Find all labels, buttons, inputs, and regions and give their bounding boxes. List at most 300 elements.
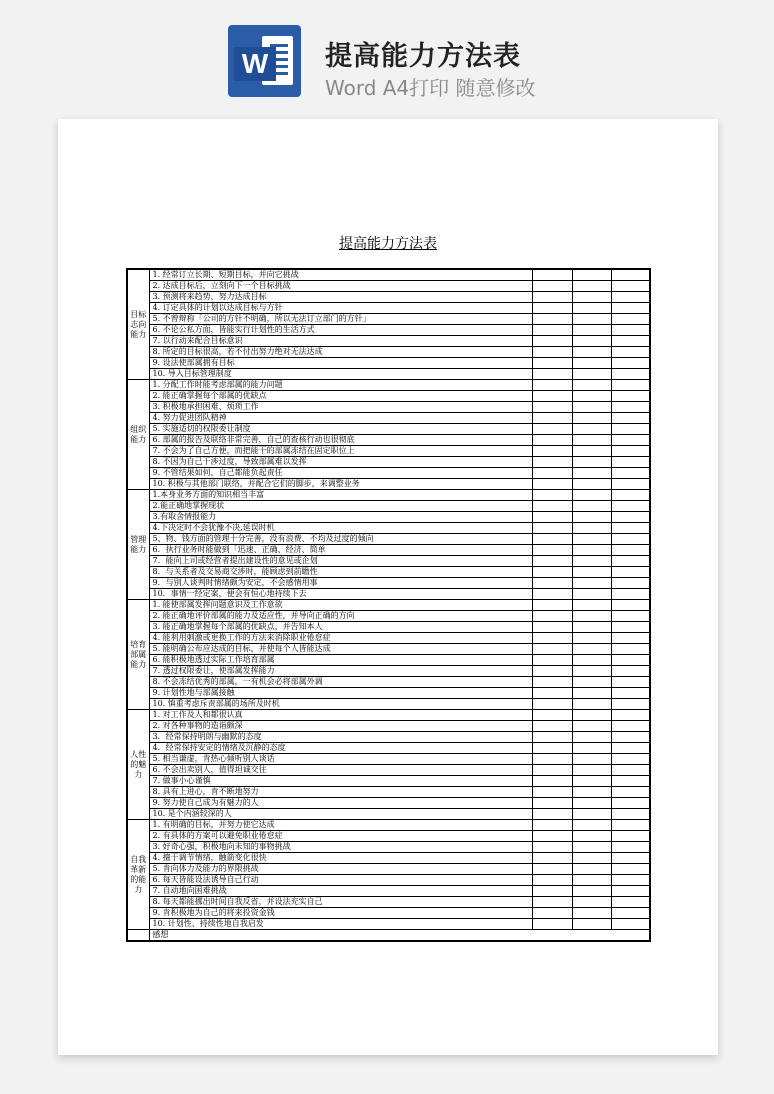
rating-cell[interactable] bbox=[532, 897, 572, 908]
rating-cell[interactable] bbox=[532, 468, 572, 479]
rating-cell[interactable] bbox=[532, 556, 572, 567]
rating-cell[interactable] bbox=[572, 479, 611, 490]
rating-cell[interactable] bbox=[572, 622, 611, 633]
item-text: 4. 能利用刺激或更换工作的方法来消除职业倦怠症 bbox=[149, 633, 532, 644]
table-row bbox=[127, 402, 650, 413]
rating-cell[interactable] bbox=[611, 677, 650, 688]
rating-cell[interactable] bbox=[532, 853, 572, 864]
rating-cell[interactable] bbox=[572, 754, 611, 765]
rating-cell[interactable] bbox=[532, 303, 572, 314]
rating-cell[interactable] bbox=[611, 534, 650, 545]
rating-cell[interactable] bbox=[611, 765, 650, 776]
rating-cell[interactable] bbox=[611, 347, 650, 358]
rating-cell[interactable] bbox=[611, 391, 650, 402]
rating-cell[interactable] bbox=[532, 765, 572, 776]
rating-cell[interactable] bbox=[572, 336, 611, 347]
rating-cell[interactable] bbox=[572, 864, 611, 875]
rating-cell[interactable] bbox=[572, 765, 611, 776]
table-row bbox=[127, 534, 650, 545]
rating-cell[interactable] bbox=[532, 787, 572, 798]
table-row bbox=[127, 710, 650, 721]
item-text: 10. 慎重考虑斥责部属的场所及时机 bbox=[149, 699, 532, 710]
rating-cell[interactable] bbox=[611, 908, 650, 919]
table-row bbox=[127, 864, 650, 875]
rating-cell[interactable] bbox=[611, 413, 650, 424]
rating-cell[interactable] bbox=[572, 435, 611, 446]
item-text: 5. 不曾辩称「公司的方针不明确，所以无法订立部门的方针」 bbox=[149, 314, 532, 325]
rating-cell[interactable] bbox=[532, 325, 572, 336]
item-text: 2.能正确地掌握现状 bbox=[149, 501, 532, 512]
rating-cell[interactable] bbox=[572, 666, 611, 677]
item-text: 3. 积极地承担困难、烦琐工作 bbox=[149, 402, 532, 413]
rating-cell[interactable] bbox=[572, 908, 611, 919]
rating-cell[interactable] bbox=[532, 424, 572, 435]
rating-cell[interactable] bbox=[572, 380, 611, 391]
table-row bbox=[127, 303, 650, 314]
category-label: 目标志向能力 bbox=[127, 269, 149, 380]
rating-cell[interactable] bbox=[532, 809, 572, 820]
table-row bbox=[127, 666, 650, 677]
rating-cell[interactable] bbox=[532, 842, 572, 853]
rating-cell[interactable] bbox=[532, 721, 572, 732]
rating-cell[interactable] bbox=[611, 644, 650, 655]
rating-cell[interactable] bbox=[611, 490, 650, 501]
rating-cell[interactable] bbox=[611, 633, 650, 644]
rating-cell[interactable] bbox=[532, 435, 572, 446]
item-text: 9. 努力使自己成为有魅力的人 bbox=[149, 798, 532, 809]
word-app-icon bbox=[228, 25, 301, 97]
item-text: 4.下决定时不会犹豫不决,延误时机 bbox=[149, 523, 532, 534]
table-row bbox=[127, 501, 650, 512]
rating-cell[interactable] bbox=[611, 512, 650, 523]
table-row bbox=[127, 292, 650, 303]
checklist-body bbox=[127, 269, 650, 941]
rating-cell[interactable] bbox=[572, 798, 611, 809]
rating-cell[interactable] bbox=[611, 732, 650, 743]
rating-cell[interactable] bbox=[572, 831, 611, 842]
rating-cell[interactable] bbox=[572, 699, 611, 710]
rating-cell[interactable] bbox=[611, 358, 650, 369]
rating-cell[interactable] bbox=[572, 743, 611, 754]
rating-cell[interactable] bbox=[532, 699, 572, 710]
rating-cell[interactable] bbox=[572, 281, 611, 292]
rating-cell[interactable] bbox=[611, 809, 650, 820]
rating-cell[interactable] bbox=[572, 567, 611, 578]
table-row bbox=[127, 776, 650, 787]
rating-cell[interactable] bbox=[611, 886, 650, 897]
rating-cell[interactable] bbox=[611, 380, 650, 391]
page-header bbox=[0, 0, 774, 118]
rating-cell[interactable] bbox=[532, 567, 572, 578]
rating-cell[interactable] bbox=[532, 633, 572, 644]
table-row bbox=[127, 754, 650, 765]
rating-cell[interactable] bbox=[611, 611, 650, 622]
rating-cell[interactable] bbox=[532, 831, 572, 842]
table-row bbox=[127, 446, 650, 457]
item-text: 7. 透过权限委让，使部属发挥能力 bbox=[149, 666, 532, 677]
table-row bbox=[127, 589, 650, 600]
table-row bbox=[127, 677, 650, 688]
rating-cell[interactable] bbox=[532, 908, 572, 919]
table-row bbox=[127, 578, 650, 589]
table-row bbox=[127, 369, 650, 380]
word-letter-icon: W bbox=[234, 47, 276, 81]
rating-cell[interactable] bbox=[532, 457, 572, 468]
item-text: 2. 能正确掌握每个部属的优缺点 bbox=[149, 391, 532, 402]
rating-cell[interactable] bbox=[572, 303, 611, 314]
rating-cell[interactable] bbox=[611, 589, 650, 600]
rating-cell[interactable] bbox=[572, 292, 611, 303]
footer-blank-cell bbox=[127, 930, 149, 942]
table-row bbox=[127, 424, 650, 435]
rating-cell[interactable] bbox=[611, 446, 650, 457]
item-text: 5、物、钱方面的管理十分完善，没有浪费、不均及过度的倾向 bbox=[149, 534, 532, 545]
rating-cell[interactable] bbox=[532, 886, 572, 897]
item-text: 6．执行业务时能做到「迅速、正确、经济、简单 bbox=[149, 545, 532, 556]
table-row bbox=[127, 633, 650, 644]
table-row bbox=[127, 468, 650, 479]
table-row bbox=[127, 380, 650, 391]
rating-cell[interactable] bbox=[532, 732, 572, 743]
table-row bbox=[127, 281, 650, 292]
table-row bbox=[127, 600, 650, 611]
rating-cell[interactable] bbox=[532, 336, 572, 347]
rating-cell[interactable] bbox=[611, 281, 650, 292]
rating-cell[interactable] bbox=[532, 677, 572, 688]
rating-cell[interactable] bbox=[532, 743, 572, 754]
item-text: 8. 每天都能挪出时间自我反省，并设法充实自己 bbox=[149, 897, 532, 908]
rating-cell[interactable] bbox=[572, 820, 611, 831]
rating-cell[interactable] bbox=[532, 490, 572, 501]
rating-cell[interactable] bbox=[611, 402, 650, 413]
item-text: 6. 每天皆能设法诱导自己行动 bbox=[149, 875, 532, 886]
item-text: 10. 计划性、持续性地自我启发 bbox=[149, 919, 532, 930]
item-text: 6. 部属的报告及联络非常完善，自己的查核行动也很彻底 bbox=[149, 435, 532, 446]
item-text: 10．事情一经定案，便会有恒心地持续下去 bbox=[149, 589, 532, 600]
rating-cell[interactable] bbox=[611, 743, 650, 754]
document-page bbox=[58, 119, 718, 1055]
item-text: 3．经常保持明朗与幽默的态度 bbox=[149, 732, 532, 743]
rating-cell[interactable] bbox=[611, 501, 650, 512]
item-text: 7. 以行动来配合目标意识 bbox=[149, 336, 532, 347]
rating-cell[interactable] bbox=[532, 281, 572, 292]
footer-row bbox=[127, 930, 650, 942]
item-text: 3.有取舍情报能力 bbox=[149, 512, 532, 523]
rating-cell[interactable] bbox=[572, 457, 611, 468]
rating-cell[interactable] bbox=[611, 468, 650, 479]
rating-cell[interactable] bbox=[532, 545, 572, 556]
rating-cell[interactable] bbox=[611, 424, 650, 435]
rating-cell[interactable] bbox=[532, 391, 572, 402]
rating-cell[interactable] bbox=[611, 556, 650, 567]
rating-cell[interactable] bbox=[611, 853, 650, 864]
rating-cell[interactable] bbox=[611, 457, 650, 468]
rating-cell[interactable] bbox=[611, 897, 650, 908]
rating-cell[interactable] bbox=[572, 886, 611, 897]
item-text: 5. 能明确公布应达成的目标，并使每个人皆能达成 bbox=[149, 644, 532, 655]
rating-cell[interactable] bbox=[532, 269, 572, 281]
table-row bbox=[127, 325, 650, 336]
item-text: 9. 肯积极地为自己的将来投资金钱 bbox=[149, 908, 532, 919]
rating-cell[interactable] bbox=[572, 732, 611, 743]
rating-cell[interactable] bbox=[572, 688, 611, 699]
rating-cell[interactable] bbox=[611, 699, 650, 710]
rating-cell[interactable] bbox=[611, 820, 650, 831]
rating-cell[interactable] bbox=[532, 402, 572, 413]
table-row bbox=[127, 611, 650, 622]
rating-cell[interactable] bbox=[572, 358, 611, 369]
category-label: 人性的魅力 bbox=[127, 710, 149, 820]
item-text: 4. 努力促进团队精神 bbox=[149, 413, 532, 424]
category-label: 培育部属能力 bbox=[127, 600, 149, 710]
item-text: 3. 好奇心强，积极地向未知的事物挑战 bbox=[149, 842, 532, 853]
table-row bbox=[127, 269, 650, 281]
rating-cell[interactable] bbox=[532, 688, 572, 699]
table-row bbox=[127, 490, 650, 501]
rating-cell[interactable] bbox=[532, 369, 572, 380]
rating-cell[interactable] bbox=[611, 864, 650, 875]
rating-cell[interactable] bbox=[572, 391, 611, 402]
rating-cell[interactable] bbox=[572, 369, 611, 380]
rating-cell[interactable] bbox=[532, 534, 572, 545]
rating-cell[interactable] bbox=[532, 446, 572, 457]
rating-cell[interactable] bbox=[572, 314, 611, 325]
rating-cell[interactable] bbox=[572, 655, 611, 666]
item-text: 5. 相当谦虚，肯热心倾听别人谈话 bbox=[149, 754, 532, 765]
item-text: 8. 不会冻结优秀的部属，一有机会必将部属外调 bbox=[149, 677, 532, 688]
rating-cell[interactable] bbox=[611, 688, 650, 699]
item-text: 1. 分配工作时能考虑部属的能力问题 bbox=[149, 380, 532, 391]
item-text: 6. 能积极地透过实际工作培育部属 bbox=[149, 655, 532, 666]
rating-cell[interactable] bbox=[532, 347, 572, 358]
item-text: 8．与关系者及交易商交涉时，能顾虑到前瞻性 bbox=[149, 567, 532, 578]
table-row bbox=[127, 798, 650, 809]
table-row bbox=[127, 699, 650, 710]
rating-cell[interactable] bbox=[572, 875, 611, 886]
rating-cell[interactable] bbox=[611, 303, 650, 314]
rating-cell[interactable] bbox=[532, 875, 572, 886]
table-row bbox=[127, 897, 650, 908]
rating-cell[interactable] bbox=[572, 721, 611, 732]
item-text: 6. 不论公私方面，皆能实行计划性的生活方式 bbox=[149, 325, 532, 336]
rating-cell[interactable] bbox=[532, 776, 572, 787]
rating-cell[interactable] bbox=[532, 512, 572, 523]
rating-cell[interactable] bbox=[611, 666, 650, 677]
item-text: 7. 做事小心谨慎 bbox=[149, 776, 532, 787]
item-text: 10. 导入目标管理制度 bbox=[149, 369, 532, 380]
table-row bbox=[127, 336, 650, 347]
header-subtitle: Word A4打印 随意修改 bbox=[325, 76, 536, 100]
table-row bbox=[127, 787, 650, 798]
rating-cell[interactable] bbox=[611, 336, 650, 347]
rating-cell[interactable] bbox=[532, 578, 572, 589]
rating-cell[interactable] bbox=[572, 809, 611, 820]
item-text: 3. 预测将来趋势，努力达成目标 bbox=[149, 292, 532, 303]
item-text: 1. 有明确的目标，并努力使它达成 bbox=[149, 820, 532, 831]
item-text: 1.本身业务方面的知识相当丰富 bbox=[149, 490, 532, 501]
rating-cell[interactable] bbox=[572, 413, 611, 424]
rating-cell[interactable] bbox=[532, 292, 572, 303]
rating-cell[interactable] bbox=[532, 358, 572, 369]
item-text: 7. 不会为了自己方便，而把能干的部属冻结在固定职位上 bbox=[149, 446, 532, 457]
rating-cell[interactable] bbox=[532, 798, 572, 809]
comments-label[interactable]: 感想 bbox=[149, 930, 650, 942]
item-text: 2. 达成目标后，立刻向下一个目标挑战 bbox=[149, 281, 532, 292]
document-title: 提高能力方法表 bbox=[339, 236, 437, 252]
rating-cell[interactable] bbox=[611, 314, 650, 325]
item-text: 3. 能正确地掌握每个部属的优缺点，并告知本人 bbox=[149, 622, 532, 633]
rating-cell[interactable] bbox=[532, 523, 572, 534]
rating-cell[interactable] bbox=[532, 666, 572, 677]
rating-cell[interactable] bbox=[611, 721, 650, 732]
table-row bbox=[127, 809, 650, 820]
table-row bbox=[127, 314, 650, 325]
rating-cell[interactable] bbox=[611, 578, 650, 589]
rating-cell[interactable] bbox=[611, 710, 650, 721]
item-text: 1. 能使部属发挥问题意识及工作意欲 bbox=[149, 600, 532, 611]
rating-cell[interactable] bbox=[572, 600, 611, 611]
rating-cell[interactable] bbox=[572, 842, 611, 853]
table-row bbox=[127, 435, 650, 446]
category-label: 自我革新的能力 bbox=[127, 820, 149, 930]
rating-cell[interactable] bbox=[532, 655, 572, 666]
rating-cell[interactable] bbox=[611, 523, 650, 534]
rating-cell[interactable] bbox=[572, 853, 611, 864]
rating-cell[interactable] bbox=[611, 798, 650, 809]
table-row bbox=[127, 644, 650, 655]
table-row bbox=[127, 688, 650, 699]
rating-cell[interactable] bbox=[572, 402, 611, 413]
table-row bbox=[127, 743, 650, 754]
rating-cell[interactable] bbox=[572, 523, 611, 534]
rating-cell[interactable] bbox=[572, 512, 611, 523]
rating-cell[interactable] bbox=[611, 875, 650, 886]
item-text: 4. 擅于调节情绪，触箭变化很快 bbox=[149, 853, 532, 864]
rating-cell[interactable] bbox=[572, 644, 611, 655]
header-title: 提高能力方法表 bbox=[325, 41, 521, 72]
rating-cell[interactable] bbox=[611, 600, 650, 611]
rating-cell[interactable] bbox=[611, 292, 650, 303]
rating-cell[interactable] bbox=[611, 919, 650, 930]
rating-cell[interactable] bbox=[532, 710, 572, 721]
item-text: 1. 经常订立长期、短期目标，并向它挑战 bbox=[149, 269, 532, 281]
rating-cell[interactable] bbox=[611, 369, 650, 380]
rating-cell[interactable] bbox=[572, 710, 611, 721]
rating-cell[interactable] bbox=[611, 754, 650, 765]
table-row bbox=[127, 842, 650, 853]
rating-cell[interactable] bbox=[611, 435, 650, 446]
rating-cell[interactable] bbox=[572, 534, 611, 545]
rating-cell[interactable] bbox=[572, 633, 611, 644]
rating-cell[interactable] bbox=[572, 347, 611, 358]
item-text: 9．与别人谈判时情绪颇为安定，不会感情用事 bbox=[149, 578, 532, 589]
rating-cell[interactable] bbox=[532, 611, 572, 622]
item-text: 5. 实施适切的权限委让制度 bbox=[149, 424, 532, 435]
rating-cell[interactable] bbox=[611, 545, 650, 556]
rating-cell[interactable] bbox=[532, 479, 572, 490]
item-text: 6. 不会出卖别人，值得坦诚交往 bbox=[149, 765, 532, 776]
rating-cell[interactable] bbox=[532, 820, 572, 831]
rating-cell[interactable] bbox=[572, 501, 611, 512]
rating-cell[interactable] bbox=[532, 600, 572, 611]
rating-cell[interactable] bbox=[572, 325, 611, 336]
rating-cell[interactable] bbox=[572, 589, 611, 600]
rating-cell[interactable] bbox=[532, 380, 572, 391]
rating-cell[interactable] bbox=[532, 644, 572, 655]
rating-cell[interactable] bbox=[572, 787, 611, 798]
rating-cell[interactable] bbox=[532, 314, 572, 325]
rating-cell[interactable] bbox=[532, 622, 572, 633]
rating-cell[interactable] bbox=[572, 424, 611, 435]
rating-cell[interactable] bbox=[611, 655, 650, 666]
item-text: 10. 积极与其他部门联络，并配合它们的脚步，来调整业务 bbox=[149, 479, 532, 490]
rating-cell[interactable] bbox=[611, 776, 650, 787]
table-row bbox=[127, 765, 650, 776]
rating-cell[interactable] bbox=[572, 897, 611, 908]
table-row bbox=[127, 721, 650, 732]
rating-cell[interactable] bbox=[572, 578, 611, 589]
table-row bbox=[127, 622, 650, 633]
rating-cell[interactable] bbox=[611, 567, 650, 578]
rating-cell[interactable] bbox=[611, 831, 650, 842]
item-text: 2. 能正确地评价部属的能力及适应性，并导向正确的方向 bbox=[149, 611, 532, 622]
rating-cell[interactable] bbox=[572, 776, 611, 787]
category-label: 管理能力 bbox=[127, 490, 149, 600]
table-row bbox=[127, 908, 650, 919]
table-row bbox=[127, 919, 650, 930]
rating-cell[interactable] bbox=[572, 269, 611, 281]
item-text: 9. 计划性地与部属接触 bbox=[149, 688, 532, 699]
item-text: 8. 不因为自己干涉过度，导致部属难以发挥 bbox=[149, 457, 532, 468]
rating-cell[interactable] bbox=[572, 611, 611, 622]
rating-cell[interactable] bbox=[611, 269, 650, 281]
item-text: 2. 有具体的方案可以避免职业倦怠症 bbox=[149, 831, 532, 842]
item-text: 8. 所定的目标很高，若不付出努力绝对无法达成 bbox=[149, 347, 532, 358]
rating-cell[interactable] bbox=[532, 864, 572, 875]
rating-cell[interactable] bbox=[572, 919, 611, 930]
table-row bbox=[127, 886, 650, 897]
rating-cell[interactable] bbox=[572, 490, 611, 501]
table-row bbox=[127, 875, 650, 886]
rating-cell[interactable] bbox=[611, 622, 650, 633]
category-label: 组织能力 bbox=[127, 380, 149, 490]
table-row bbox=[127, 545, 650, 556]
rating-cell[interactable] bbox=[532, 589, 572, 600]
rating-cell[interactable] bbox=[532, 754, 572, 765]
item-text: 7．能向上司或经营者提出建设性的意见或企划 bbox=[149, 556, 532, 567]
table-row bbox=[127, 457, 650, 468]
item-text: 2. 对各种事物的造诣颇深 bbox=[149, 721, 532, 732]
rating-cell[interactable] bbox=[611, 787, 650, 798]
rating-cell[interactable] bbox=[572, 556, 611, 567]
item-text: 1. 对工作及人和都很认真 bbox=[149, 710, 532, 721]
table-row bbox=[127, 358, 650, 369]
table-row bbox=[127, 556, 650, 567]
rating-cell[interactable] bbox=[532, 413, 572, 424]
rating-cell[interactable] bbox=[611, 842, 650, 853]
rating-cell[interactable] bbox=[532, 501, 572, 512]
item-text: 9. 不管结果如何，自己都能负起责任 bbox=[149, 468, 532, 479]
rating-cell[interactable] bbox=[611, 479, 650, 490]
rating-cell[interactable] bbox=[572, 446, 611, 457]
rating-cell[interactable] bbox=[532, 919, 572, 930]
rating-cell[interactable] bbox=[572, 468, 611, 479]
rating-cell[interactable] bbox=[572, 545, 611, 556]
rating-cell[interactable] bbox=[572, 677, 611, 688]
rating-cell[interactable] bbox=[611, 325, 650, 336]
table-row bbox=[127, 732, 650, 743]
ability-checklist-table bbox=[126, 268, 651, 942]
